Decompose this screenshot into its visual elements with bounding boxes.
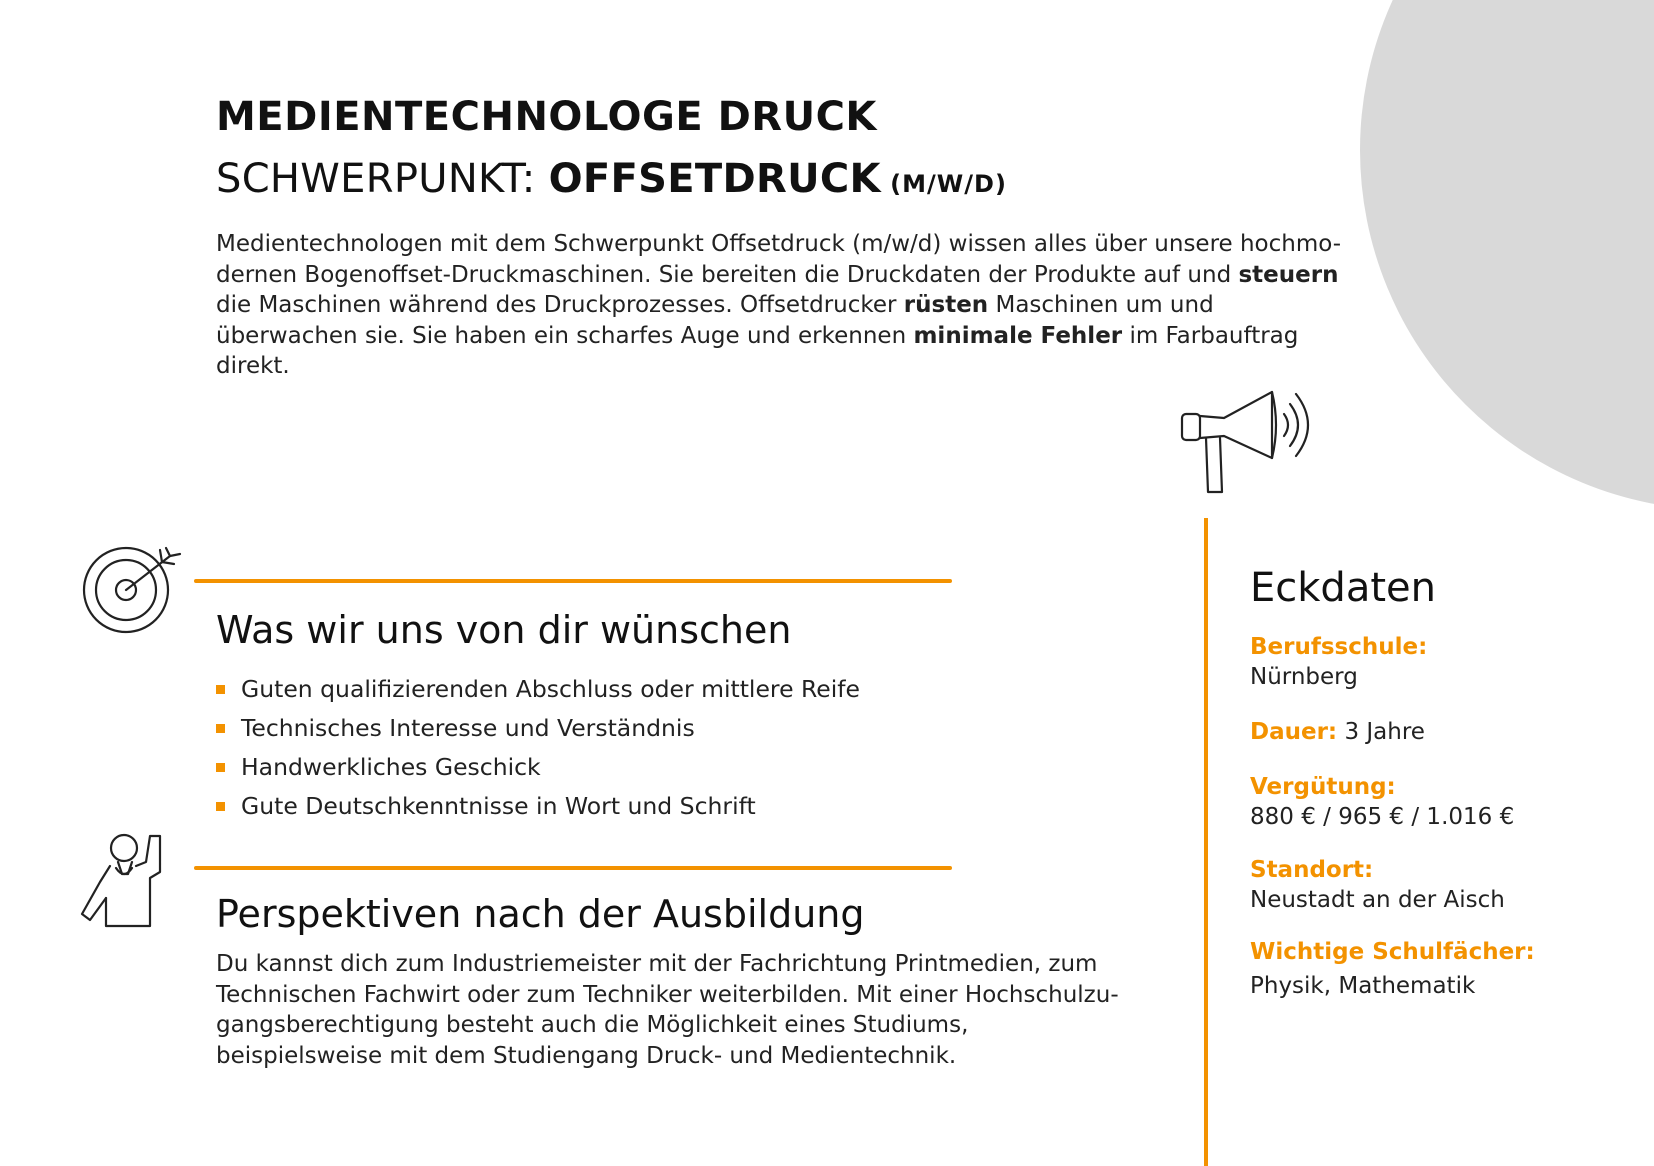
perspectives-divider [194,866,952,870]
list-item [216,709,860,748]
dauer-label: Dauer: [1250,719,1338,745]
list-item-text: Technisches Interesse und Verständnis [241,714,695,742]
intro-text-1: Medientechnologen mit dem Schwerpunkt Offsetdruck (m/w/d) wissen alles über unsere hochmo-dernen Bogenoffset-Druckmaschinen. Sie bereiten die Druckdaten der Produkte auf und [216,231,1342,288]
list-item-text: Gute Deutschkenntnisse in Wort und Schrift [241,792,756,820]
target-icon [80,544,184,636]
perspectives-heading: Perspektiven nach der Ausbildung [216,892,865,936]
bullet-icon [216,685,225,694]
megaphone-icon [1176,388,1314,500]
subtitle-prefix: SCHWERPUNKT: [216,156,549,202]
page-subtitle [216,156,1007,202]
list-item-text: Handwerkliches Geschick [241,753,541,781]
intro-bold-1: steuern [1238,261,1339,288]
perspectives-paragraph: Du kannst dich zum Industriemeister mit der Fachrichtung Printmedien, zum Technischen Fachwirt oder zum Techniker weiterbilden. Mit einer Hochschulzu-gangsberechtigung besteht auch die Möglichkeit eines Studiums, beispielsweise mit dem Studiengang Druck- und Medientechnik. [216,951,1119,1069]
requirements-divider [194,579,952,583]
eckdaten-verguetung [1250,772,1514,832]
bullet-icon [216,763,225,772]
requirements-heading: Was wir uns von dir wünschen [216,608,792,652]
list-item-text: Guten qualifizierenden Abschluss oder mittlere Reife [241,675,860,703]
standort-label: Standort: [1250,857,1374,883]
intro-bold-2: rüsten [903,292,989,318]
eckdaten-standort [1250,855,1505,915]
verguetung-label: Vergütung: [1250,774,1396,800]
schulfaecher-value: Physik, Mathematik [1250,973,1476,999]
intro-text-2: die Maschinen während des Druckprozesses. Offsetdrucker [216,292,904,318]
list-item [216,787,860,826]
subtitle-gender: (M/W/D) [880,170,1007,198]
intro-text-4: im Farbauftrag direkt. [216,322,1299,379]
intro-bold-3: minimale Fehler [913,322,1123,349]
person-raising-hand-icon [80,832,172,932]
eckdaten-heading: Eckdaten [1250,565,1436,611]
intro-paragraph [216,229,1356,382]
dauer-value: 3 Jahre [1337,719,1425,745]
list-item [216,748,860,787]
eckdaten-berufsschule [1250,632,1427,692]
bullet-icon [216,802,225,811]
intro-text-3: Maschinen um und überwachen sie. Sie haben ein scharfes Auge und erkennen [216,292,1214,349]
verguetung-value: 880 € / 965 € / 1.016 € [1250,804,1515,830]
schulfaecher-label: Wichtige Schulfächer: [1250,939,1535,965]
bullet-icon [216,724,225,733]
berufsschule-label: Berufsschule: [1250,634,1428,660]
eckdaten-dauer [1250,717,1425,747]
subtitle-bold: OFFSETDRUCK [548,156,881,202]
berufsschule-value: Nürnberg [1250,664,1358,690]
requirements-list [216,670,860,826]
standort-value: Neustadt an der Aisch [1250,887,1505,913]
decorative-circle [1360,0,1654,510]
list-item [216,670,860,709]
eckdaten-divider [1204,518,1208,1166]
page-title: MEDIENTECHNOLOGE DRUCK [216,94,877,140]
eckdaten-schulfaecher [1250,937,1535,1001]
